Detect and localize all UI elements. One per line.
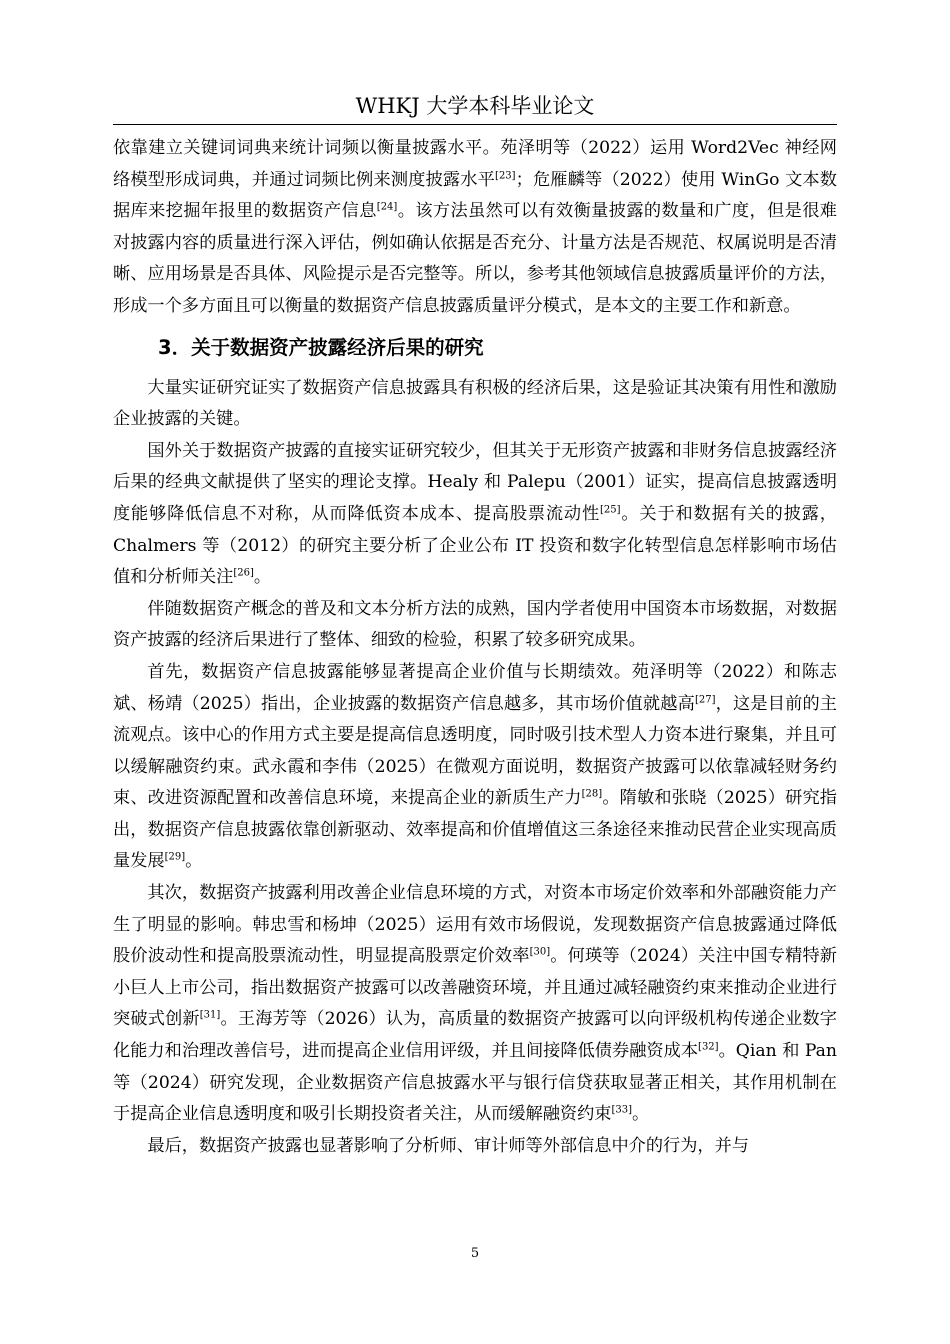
- text-run: 其次，数据资产披露利用改善企业信息环境的方式，对资本市场定价效率和外部融资能力产生了明显的影响。韩忠雪和杨坤（2025）运用有效市场假说，发现数据资产信息披露通过降低股价波动性和提高股票流动性，明显提高股票定价效率: [113, 883, 837, 967]
- text-run: 伴随数据资产概念的普及和文本分析方法的成熟，国内学者使用中国资本市场数据，对数据资产披露的经济后果进行了整体、细致的检验，积累了较多研究成果。: [113, 598, 837, 651]
- body-paragraph: [113, 373, 837, 436]
- text-run: 国外关于数据资产披露的直接实证研究较少，但其关于无形资产披露和非财务信息披露经济后果的经典文献提供了坚实的理论支撑。Healy 和 Palepu（2001）证实，提高信息披露透明度能够降低信息不对称，从而降低资本成本、提高股票流动性: [113, 440, 837, 524]
- header-divider: [113, 124, 837, 125]
- text-run: 。: [185, 851, 203, 872]
- citation-ref: [32]: [698, 1041, 719, 1053]
- citation-ref: [24]: [376, 201, 398, 213]
- text-run: 最后，数据资产披露也显著影响了分析师、审计师等外部信息中介的行为，并与: [147, 1135, 749, 1156]
- text-run: 。: [631, 1104, 650, 1125]
- text-run: 。何瑛等（2024）关注中国专精特新小巨人上市公司，指出数据资产披露可以改善融资环境，并且通过减轻融资约束来推动企业进行突破式创新: [113, 946, 837, 1030]
- citation-ref: [31]: [199, 1009, 221, 1021]
- citation-ref: [27]: [694, 693, 716, 705]
- text-run: ；危雁麟等（2022）使用 WinGo 文本数据库来挖掘年报里的数据资产信息: [113, 169, 837, 222]
- body-paragraph: [113, 594, 837, 657]
- text-run: 。关于和数据有关的披露，Chalmers 等（2012）的研究主要分析了企业公布 IT 投资和数字化转型信息怎样影响市场估值和分析师关注: [113, 503, 837, 588]
- section-heading: [113, 323, 837, 373]
- body-paragraph: [113, 133, 837, 323]
- body-paragraph: [113, 657, 837, 878]
- text-run: 依靠建立关键词词典来统计词频以衡量披露水平。苑泽明等（2022）运用 Word2Vec 神经网络模型形成词典，并通过词频比例来测度披露水平: [113, 138, 837, 190]
- citation-ref: [28]: [581, 788, 603, 800]
- text-run: 。该方法虽然可以有效衡量披露的数量和广度，但是很难对披露内容的质量进行深入评估，例如确认依据是否充分、计量方法是否规范、权属说明是否清晰、应用场景是否具体、风险提示是否完整等。所以，参考其他领域信息披露质量评价的方法，形成一个多方面且可以衡量的数据资产信息披露质量评分模式，是本文的主要工作和新意。: [113, 201, 837, 316]
- text-run: 。: [253, 567, 272, 588]
- citation-ref: [23]: [495, 169, 516, 181]
- text-run: 。王海芳等（2026）认为，高质量的数据资产披露可以向评级机构传递企业数字化能力和治理改善信号，进而提高企业信用评级，并且间接降低债券融资成本: [113, 1009, 837, 1062]
- citation-ref: [30]: [529, 946, 551, 958]
- text-run: ，这是目前的主流观点。该中心的作用方式主要是提高信息透明度，同时吸引技术型人力资本进行聚集，并且可以缓解融资约束。武永霞和李伟（2025）在微观方面说明，数据资产披露可以依靠减轻财务约束、改进资源配置和改善信息环境，来提高企业的新质生产力: [113, 693, 837, 809]
- citation-ref: [29]: [164, 851, 186, 863]
- text-run: 3．关于数据资产披露经济后果的研究: [158, 335, 484, 359]
- citation-ref: [33]: [611, 1104, 632, 1116]
- body-paragraph: [113, 878, 837, 1131]
- page-header-title: WHKJ 大学本科毕业论文: [355, 94, 595, 118]
- body-paragraph: [113, 436, 837, 594]
- text-run: 大量实证研究证实了数据资产信息披露具有积极的经济后果，这是验证其决策有用性和激励企业披露的关键。: [113, 377, 837, 430]
- page-number: 5: [470, 1246, 480, 1261]
- text-run: 。隋敏和张晓（2025）研究指出，数据资产信息披露依靠创新驱动、效率提高和价值增值这三条途径来推动民营企业实现高质量发展: [113, 788, 837, 872]
- text-run: 首先，数据资产信息披露能够显著提高企业价值与长期绩效。苑泽明等（2022）和陈志斌、杨靖（2025）指出，企业披露的数据资产信息越多，其市场价值就越高: [113, 661, 837, 714]
- body-paragraph: [113, 1131, 837, 1163]
- citation-ref: [26]: [233, 567, 254, 579]
- text-run: 。Qian 和 Pan 等（2024）研究发现，企业数据资产信息披露水平与银行信贷获取显著正相关，其作用机制在于提高企业信息透明度和吸引长期投资者关注，从而缓解融资约束: [113, 1041, 837, 1125]
- body-content: [113, 133, 837, 1162]
- citation-ref: [25]: [600, 504, 621, 516]
